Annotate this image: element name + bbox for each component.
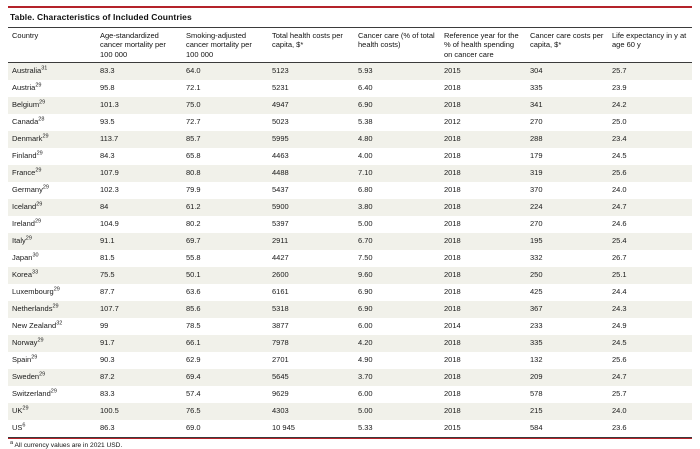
cell-country <box>8 250 96 267</box>
column-header-cancer-care-costs-per-capita: Cancer care costs per capita, $* <box>526 28 608 63</box>
cell-life-expectancy: 23.9 <box>608 80 692 97</box>
reference-superscript: 29 <box>42 184 49 191</box>
cell-cancer-care-costs: 179 <box>526 148 608 165</box>
cell-total-health-costs: 3877 <box>268 318 354 335</box>
table-row <box>8 80 692 97</box>
country-name: France <box>12 168 36 178</box>
cell-total-health-costs: 5995 <box>268 131 354 148</box>
table-row <box>8 335 692 352</box>
cell-life-expectancy: 24.3 <box>608 301 692 318</box>
country-name: Norway <box>12 338 38 348</box>
cell-reference-year: 2018 <box>440 199 526 216</box>
cell-total-health-costs: 7978 <box>268 335 354 352</box>
cell-reference-year: 2018 <box>440 335 526 352</box>
cell-age-standardized-mortality: 100.5 <box>96 403 182 420</box>
cell-country <box>8 352 96 369</box>
reference-superscript: 6 <box>22 422 26 429</box>
cell-life-expectancy: 24.4 <box>608 284 692 301</box>
cell-life-expectancy: 25.1 <box>608 267 692 284</box>
cell-total-health-costs: 5023 <box>268 114 354 131</box>
cell-smoking-adjusted-mortality: 64.0 <box>182 63 268 81</box>
cell-total-health-costs: 10 945 <box>268 420 354 437</box>
cell-reference-year: 2018 <box>440 369 526 386</box>
cell-smoking-adjusted-mortality: 62.9 <box>182 352 268 369</box>
reference-superscript: 29 <box>34 218 42 225</box>
cell-cancer-care-costs: 195 <box>526 233 608 250</box>
reference-superscript: 33 <box>32 269 39 276</box>
cell-smoking-adjusted-mortality: 63.6 <box>182 284 268 301</box>
cell-country <box>8 216 96 233</box>
cell-cancer-care-costs: 209 <box>526 369 608 386</box>
table-row <box>8 352 692 369</box>
cell-cancer-care-percent: 7.10 <box>354 165 440 182</box>
cell-cancer-care-percent: 3.80 <box>354 199 440 216</box>
reference-superscript: 29 <box>36 201 43 208</box>
country-name: Germany <box>12 185 43 195</box>
country-name: Italy <box>12 236 26 246</box>
cell-total-health-costs: 5123 <box>268 63 354 81</box>
cell-country <box>8 284 96 301</box>
cell-life-expectancy: 24.5 <box>608 148 692 165</box>
cell-life-expectancy: 24.7 <box>608 369 692 386</box>
cell-cancer-care-costs: 335 <box>526 80 608 97</box>
cell-total-health-costs: 5437 <box>268 182 354 199</box>
table-row <box>8 369 692 386</box>
cell-age-standardized-mortality: 84 <box>96 199 182 216</box>
cell-reference-year: 2018 <box>440 182 526 199</box>
reference-superscript: 29 <box>35 167 42 174</box>
cell-reference-year: 2015 <box>440 63 526 81</box>
cell-country <box>8 386 96 403</box>
characteristics-table <box>8 27 692 437</box>
cell-age-standardized-mortality: 87.2 <box>96 369 182 386</box>
cell-cancer-care-percent: 6.90 <box>354 97 440 114</box>
cell-country <box>8 318 96 335</box>
cell-country <box>8 233 96 250</box>
cell-country <box>8 114 96 131</box>
cell-total-health-costs: 5900 <box>268 199 354 216</box>
cell-country <box>8 403 96 420</box>
cell-cancer-care-percent: 6.40 <box>354 80 440 97</box>
cell-smoking-adjusted-mortality: 72.1 <box>182 80 268 97</box>
table-row <box>8 216 692 233</box>
cell-total-health-costs: 9629 <box>268 386 354 403</box>
cell-smoking-adjusted-mortality: 65.8 <box>182 148 268 165</box>
reference-superscript: 29 <box>39 371 46 378</box>
cell-total-health-costs: 5645 <box>268 369 354 386</box>
cell-life-expectancy: 23.6 <box>608 420 692 437</box>
cell-reference-year: 2018 <box>440 148 526 165</box>
cell-age-standardized-mortality: 102.3 <box>96 182 182 199</box>
cell-cancer-care-costs: 332 <box>526 250 608 267</box>
table-row <box>8 233 692 250</box>
reference-superscript: 29 <box>42 133 49 140</box>
country-name: Iceland <box>12 202 37 212</box>
cell-country <box>8 182 96 199</box>
cell-cancer-care-costs: 319 <box>526 165 608 182</box>
bottom-accent-rule <box>8 438 692 440</box>
cell-age-standardized-mortality: 91.1 <box>96 233 182 250</box>
cell-country <box>8 97 96 114</box>
cell-cancer-care-costs: 304 <box>526 63 608 81</box>
cell-reference-year: 2012 <box>440 114 526 131</box>
cell-cancer-care-percent: 6.80 <box>354 182 440 199</box>
country-name: Canada <box>12 117 39 127</box>
reference-superscript: 29 <box>50 388 57 395</box>
table-header <box>8 28 692 63</box>
table-row <box>8 182 692 199</box>
cell-cancer-care-costs: 425 <box>526 284 608 301</box>
table-figure <box>0 6 700 449</box>
cell-life-expectancy: 24.6 <box>608 216 692 233</box>
cell-reference-year: 2018 <box>440 301 526 318</box>
country-name: Belgium <box>12 100 40 110</box>
cell-smoking-adjusted-mortality: 85.6 <box>182 301 268 318</box>
cell-country <box>8 165 96 182</box>
cell-reference-year: 2014 <box>440 318 526 335</box>
reference-superscript: 29 <box>22 405 29 412</box>
cell-cancer-care-costs: 341 <box>526 97 608 114</box>
cell-reference-year: 2018 <box>440 250 526 267</box>
cell-cancer-care-costs: 215 <box>526 403 608 420</box>
cell-cancer-care-percent: 6.00 <box>354 386 440 403</box>
cell-reference-year: 2018 <box>440 386 526 403</box>
cell-country <box>8 267 96 284</box>
cell-age-standardized-mortality: 113.7 <box>96 131 182 148</box>
cell-country <box>8 131 96 148</box>
cell-age-standardized-mortality: 84.3 <box>96 148 182 165</box>
cell-country <box>8 335 96 352</box>
cell-reference-year: 2018 <box>440 233 526 250</box>
country-name: Australia <box>12 66 42 76</box>
reference-superscript: 29 <box>36 150 43 157</box>
cell-cancer-care-percent: 7.50 <box>354 250 440 267</box>
country-name: Spain <box>12 355 32 365</box>
cell-total-health-costs: 2911 <box>268 233 354 250</box>
cell-total-health-costs: 6161 <box>268 284 354 301</box>
country-name: UK <box>12 406 23 416</box>
cell-life-expectancy: 25.0 <box>608 114 692 131</box>
cell-cancer-care-costs: 233 <box>526 318 608 335</box>
reference-superscript: 28 <box>38 116 45 123</box>
reference-superscript: 29 <box>31 354 38 361</box>
cell-total-health-costs: 4947 <box>268 97 354 114</box>
cell-cancer-care-percent: 4.80 <box>354 131 440 148</box>
cell-life-expectancy: 24.0 <box>608 182 692 199</box>
cell-cancer-care-costs: 270 <box>526 216 608 233</box>
cell-reference-year: 2018 <box>440 80 526 97</box>
cell-cancer-care-percent: 6.90 <box>354 301 440 318</box>
column-header-country: Country <box>8 28 96 63</box>
cell-life-expectancy: 25.7 <box>608 386 692 403</box>
cell-reference-year: 2018 <box>440 267 526 284</box>
cell-cancer-care-percent: 6.00 <box>354 318 440 335</box>
table-body <box>8 63 692 438</box>
cell-country <box>8 369 96 386</box>
cell-total-health-costs: 2600 <box>268 267 354 284</box>
cell-smoking-adjusted-mortality: 85.7 <box>182 131 268 148</box>
cell-reference-year: 2018 <box>440 216 526 233</box>
country-name: Netherlands <box>12 304 53 314</box>
cell-smoking-adjusted-mortality: 78.5 <box>182 318 268 335</box>
table-row <box>8 148 692 165</box>
cell-reference-year: 2018 <box>440 131 526 148</box>
reference-superscript: 30 <box>32 252 39 259</box>
cell-cancer-care-costs: 335 <box>526 335 608 352</box>
cell-life-expectancy: 24.0 <box>608 403 692 420</box>
cell-life-expectancy: 25.6 <box>608 352 692 369</box>
cell-cancer-care-costs: 270 <box>526 114 608 131</box>
cell-smoking-adjusted-mortality: 80.8 <box>182 165 268 182</box>
cell-age-standardized-mortality: 81.5 <box>96 250 182 267</box>
cell-life-expectancy: 26.7 <box>608 250 692 267</box>
table-row <box>8 114 692 131</box>
cell-life-expectancy: 24.9 <box>608 318 692 335</box>
cell-cancer-care-costs: 367 <box>526 301 608 318</box>
cell-total-health-costs: 4303 <box>268 403 354 420</box>
cell-reference-year: 2015 <box>440 420 526 437</box>
reference-superscript: 29 <box>53 286 60 293</box>
footnote <box>8 438 692 449</box>
cell-smoking-adjusted-mortality: 66.1 <box>182 335 268 352</box>
cell-reference-year: 2018 <box>440 403 526 420</box>
cell-life-expectancy: 25.6 <box>608 165 692 182</box>
cell-age-standardized-mortality: 75.5 <box>96 267 182 284</box>
cell-smoking-adjusted-mortality: 50.1 <box>182 267 268 284</box>
table-header-row <box>8 28 692 63</box>
cell-age-standardized-mortality: 90.3 <box>96 352 182 369</box>
cell-cancer-care-percent: 5.33 <box>354 420 440 437</box>
cell-total-health-costs: 4463 <box>268 148 354 165</box>
column-header-total-health-costs: Total health costs per capita, $* <box>268 28 354 63</box>
table-row <box>8 165 692 182</box>
cell-smoking-adjusted-mortality: 76.5 <box>182 403 268 420</box>
cell-total-health-costs: 5231 <box>268 80 354 97</box>
cell-age-standardized-mortality: 83.3 <box>96 386 182 403</box>
cell-age-standardized-mortality: 93.5 <box>96 114 182 131</box>
cell-cancer-care-percent: 9.60 <box>354 267 440 284</box>
table-row <box>8 131 692 148</box>
reference-superscript: 29 <box>25 235 32 242</box>
page-title: Table. Characteristics of Included Countries <box>10 12 192 22</box>
cell-cancer-care-percent: 5.38 <box>354 114 440 131</box>
cell-age-standardized-mortality: 101.3 <box>96 97 182 114</box>
cell-cancer-care-costs: 578 <box>526 386 608 403</box>
cell-country <box>8 199 96 216</box>
cell-life-expectancy: 23.4 <box>608 131 692 148</box>
table-row <box>8 97 692 114</box>
cell-age-standardized-mortality: 107.7 <box>96 301 182 318</box>
country-name: Korea <box>12 270 33 280</box>
country-name: New Zealand <box>12 321 57 331</box>
country-name: Sweden <box>12 372 40 382</box>
cell-cancer-care-costs: 250 <box>526 267 608 284</box>
reference-superscript: 29 <box>39 99 46 106</box>
country-name: Finland <box>12 151 37 161</box>
table-row <box>8 420 692 437</box>
cell-age-standardized-mortality: 99 <box>96 318 182 335</box>
cell-cancer-care-costs: 584 <box>526 420 608 437</box>
cell-age-standardized-mortality: 95.8 <box>96 80 182 97</box>
cell-cancer-care-costs: 288 <box>526 131 608 148</box>
table-row <box>8 386 692 403</box>
table-row <box>8 199 692 216</box>
cell-life-expectancy: 24.5 <box>608 335 692 352</box>
footnote-marker: a <box>10 439 14 446</box>
country-name: US <box>12 423 23 433</box>
cell-age-standardized-mortality: 91.7 <box>96 335 182 352</box>
cell-country <box>8 80 96 97</box>
cell-cancer-care-costs: 370 <box>526 182 608 199</box>
cell-total-health-costs: 5397 <box>268 216 354 233</box>
cell-smoking-adjusted-mortality: 55.8 <box>182 250 268 267</box>
cell-total-health-costs: 2701 <box>268 352 354 369</box>
cell-life-expectancy: 24.7 <box>608 199 692 216</box>
country-name: Ireland <box>12 219 35 229</box>
column-header-life-expectancy: Life expectancy in y at age 60 y <box>608 28 692 63</box>
cell-reference-year: 2018 <box>440 284 526 301</box>
cell-cancer-care-percent: 5.00 <box>354 403 440 420</box>
cell-cancer-care-percent: 5.00 <box>354 216 440 233</box>
table-row <box>8 403 692 420</box>
cell-cancer-care-percent: 4.20 <box>354 335 440 352</box>
cell-cancer-care-percent: 4.90 <box>354 352 440 369</box>
cell-country <box>8 148 96 165</box>
cell-cancer-care-percent: 5.93 <box>354 63 440 81</box>
column-header-cancer-care-percent: Cancer care (% of total health costs) <box>354 28 440 63</box>
cell-cancer-care-percent: 4.00 <box>354 148 440 165</box>
country-name: Denmark <box>12 134 43 144</box>
reference-superscript: 29 <box>35 82 42 89</box>
cell-life-expectancy: 25.4 <box>608 233 692 250</box>
cell-age-standardized-mortality: 104.9 <box>96 216 182 233</box>
cell-smoking-adjusted-mortality: 69.7 <box>182 233 268 250</box>
cell-total-health-costs: 4427 <box>268 250 354 267</box>
reference-superscript: 29 <box>37 337 44 344</box>
cell-smoking-adjusted-mortality: 72.7 <box>182 114 268 131</box>
column-header-reference-year: Reference year for the % of health spending on cancer care <box>440 28 526 63</box>
cell-cancer-care-percent: 6.90 <box>354 284 440 301</box>
cell-country <box>8 301 96 318</box>
cell-smoking-adjusted-mortality: 57.4 <box>182 386 268 403</box>
table-row <box>8 63 692 81</box>
cell-total-health-costs: 5318 <box>268 301 354 318</box>
cell-smoking-adjusted-mortality: 75.0 <box>182 97 268 114</box>
cell-smoking-adjusted-mortality: 69.4 <box>182 369 268 386</box>
country-name: Switzerland <box>12 389 51 399</box>
cell-age-standardized-mortality: 107.9 <box>96 165 182 182</box>
cell-cancer-care-percent: 3.70 <box>354 369 440 386</box>
country-name: Austria <box>12 83 36 93</box>
cell-age-standardized-mortality: 87.7 <box>96 284 182 301</box>
cell-life-expectancy: 24.2 <box>608 97 692 114</box>
column-header-smoking-adjusted-cancer-mortality: Smoking-adjusted cancer mortality per 100 000 <box>182 28 268 63</box>
cell-country <box>8 63 96 81</box>
footnote-text: All currency values are in 2021 USD. <box>13 442 123 449</box>
cell-smoking-adjusted-mortality: 69.0 <box>182 420 268 437</box>
column-header-age-standardized-cancer-mortality: Age-standardized cancer mortality per 100 000 <box>96 28 182 63</box>
cell-country <box>8 420 96 437</box>
cell-smoking-adjusted-mortality: 80.2 <box>182 216 268 233</box>
country-name: Japan <box>12 253 33 263</box>
cell-cancer-care-costs: 224 <box>526 199 608 216</box>
table-row <box>8 318 692 335</box>
table-row <box>8 301 692 318</box>
cell-smoking-adjusted-mortality: 79.9 <box>182 182 268 199</box>
cell-age-standardized-mortality: 83.3 <box>96 63 182 81</box>
cell-smoking-adjusted-mortality: 61.2 <box>182 199 268 216</box>
reference-superscript: 32 <box>56 320 63 327</box>
table-row <box>8 284 692 301</box>
cell-cancer-care-costs: 132 <box>526 352 608 369</box>
cell-life-expectancy: 25.7 <box>608 63 692 81</box>
cell-reference-year: 2018 <box>440 97 526 114</box>
country-name: Luxembourg <box>12 287 54 297</box>
cell-total-health-costs: 4488 <box>268 165 354 182</box>
reference-superscript: 29 <box>52 303 59 310</box>
table-row <box>8 267 692 284</box>
cell-cancer-care-percent: 6.70 <box>354 233 440 250</box>
reference-superscript: 31 <box>41 65 48 72</box>
cell-reference-year: 2018 <box>440 165 526 182</box>
cell-reference-year: 2018 <box>440 352 526 369</box>
table-row <box>8 250 692 267</box>
cell-age-standardized-mortality: 86.3 <box>96 420 182 437</box>
